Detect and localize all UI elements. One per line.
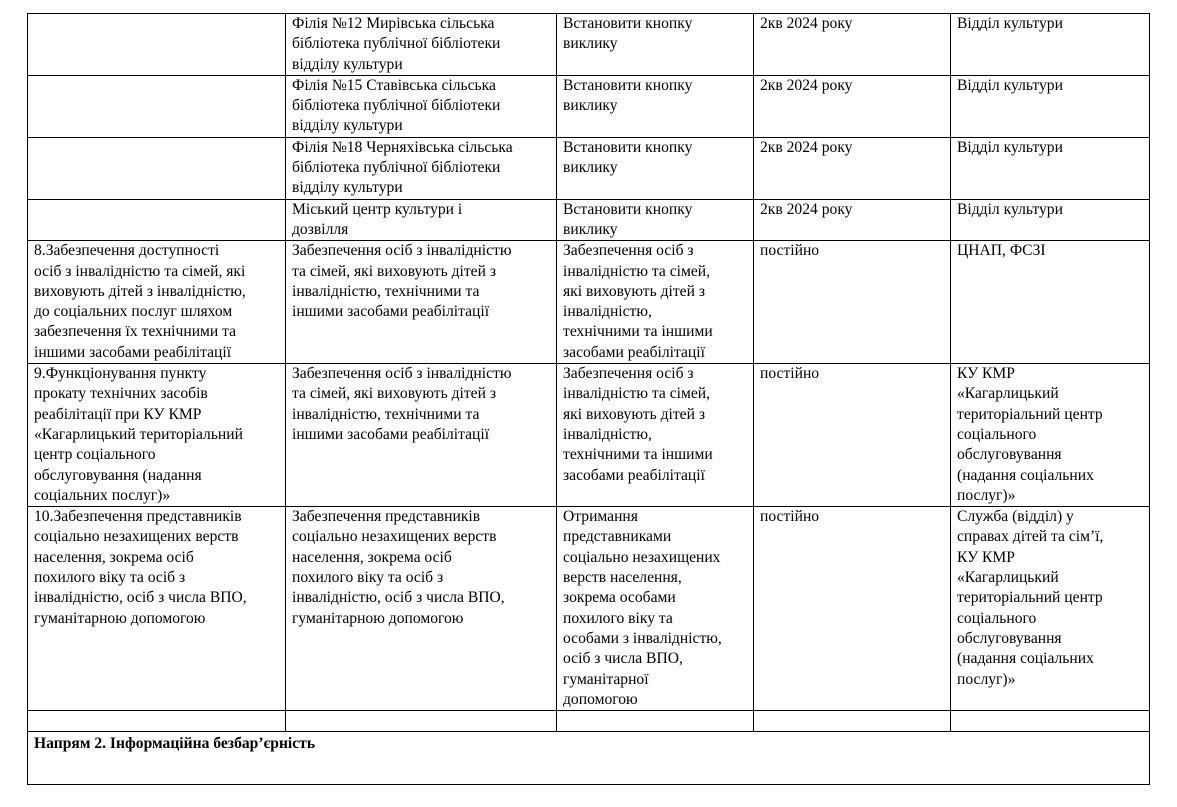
action-text: Філія №12 Мирівська сільська бібліотека публічної бібліотеки відділу культури [292, 15, 501, 73]
responsible-cell [951, 137, 1150, 199]
empty-cell [951, 711, 1150, 732]
table-row [28, 364, 1150, 507]
table-row [28, 199, 1150, 241]
term-cell [754, 507, 951, 711]
responsible-text: Відділ культури [957, 138, 1063, 156]
result-text: Встановити кнопку виклику [563, 76, 693, 115]
action-text: Міський центр культури і дозвілля [292, 200, 463, 238]
action-text: Забезпечення осіб з інвалідністю та сімей, які виховують дітей з інвалідністю, технічними та іншими засобами реабілітації [292, 365, 512, 443]
empty-cell [754, 711, 951, 732]
result-text: Встановити кнопку виклику [563, 200, 693, 238]
goal-text: 10.Забезпечення представників соціально незахищених верств населення, зокрема осіб похилого віку та осіб з інвалідністю, осіб з числа ВПО, гуманітарною допомогою [34, 508, 247, 627]
table-row [28, 75, 1150, 137]
responsible-cell [951, 75, 1150, 137]
term-text: постійно [760, 242, 820, 260]
action-cell [286, 241, 557, 364]
action-cell [286, 199, 557, 241]
empty-cell [286, 711, 557, 732]
action-cell [286, 14, 557, 76]
goal-cell [28, 241, 286, 364]
responsible-text: Відділ культури [957, 15, 1063, 32]
responsible-cell [951, 241, 1150, 364]
responsible-cell [951, 507, 1150, 711]
term-cell [754, 199, 951, 241]
action-text: Філія №15 Ставівська сільська бібліотека публічної бібліотеки відділу культури [292, 76, 501, 135]
responsible-text: Відділ культури [957, 200, 1063, 218]
result-cell [557, 75, 754, 137]
goal-cell [28, 364, 286, 507]
term-cell [754, 241, 951, 364]
term-cell [754, 14, 951, 76]
action-cell [286, 75, 557, 137]
action-text: Філія №18 Черняхівська сільська бібліотека публічної бібліотеки відділу культури [292, 138, 513, 197]
term-cell [754, 75, 951, 137]
responsible-cell [951, 14, 1150, 76]
section-row [28, 732, 1150, 785]
responsible-text: ЦНАП, ФСЗІ [957, 242, 1046, 260]
section-heading: Напрям 2. Інформаційна безбар’єрність [28, 732, 1150, 785]
term-text: 2кв 2024 року [760, 138, 853, 156]
action-cell [286, 364, 557, 507]
term-text: 2кв 2024 року [760, 200, 853, 218]
result-cell [557, 241, 754, 364]
term-text: постійно [760, 365, 820, 383]
result-text: Встановити кнопку виклику [563, 138, 693, 177]
goal-cell [28, 75, 286, 137]
responsible-text: Служба (відділ) у справах дітей та сім’ї, КУ КМР «Кагарлицький територіальний центр соціального обслуговування (надання соціальних послуг)» [957, 508, 1104, 688]
term-text: 2кв 2024 року [760, 76, 853, 94]
goal-text: 8.Забезпечення доступності осіб з інвалідністю та сімей, які виховують дітей з інвалідністю, до соціальних послуг шляхом забезпечення їх технічними та іншими засобами реабілітації [34, 242, 246, 361]
term-cell [754, 364, 951, 507]
result-text: Встановити кнопку виклику [563, 15, 693, 53]
result-text: Забезпечення осіб з інвалідністю та сімей, які виховують дітей з інвалідністю, технічними та іншими засобами реабілітації [563, 365, 713, 484]
goal-cell [28, 199, 286, 241]
goal-text: 9.Функціонування пункту прокату технічних засобів реабілітації при КУ КМР «Кагарлицький територіальний центр соціального обслуговування (надання соціальних послуг)» [34, 365, 243, 504]
empty-table-row [28, 711, 1150, 732]
goal-cell [28, 507, 286, 711]
empty-cell [28, 711, 286, 732]
action-plan-table [27, 13, 1150, 785]
action-cell [286, 507, 557, 711]
table-row [28, 137, 1150, 199]
result-cell [557, 14, 754, 76]
empty-cell [557, 711, 754, 732]
responsible-text: КУ КМР «Кагарлицький територіальний центр соціального обслуговування (надання соціальних послуг)» [957, 365, 1103, 504]
result-cell [557, 364, 754, 507]
term-cell [754, 137, 951, 199]
goal-cell [28, 137, 286, 199]
term-text: 2кв 2024 року [760, 15, 853, 32]
table-row [28, 14, 1150, 76]
action-cell [286, 137, 557, 199]
responsible-cell [951, 364, 1150, 507]
table-row [28, 507, 1150, 711]
responsible-text: Відділ культури [957, 76, 1063, 94]
result-cell [557, 199, 754, 241]
action-text: Забезпечення представників соціально незахищених верств населення, зокрема осіб похилого віку та осіб з інвалідністю, осіб з числа ВПО, гуманітарною допомогою [292, 508, 505, 627]
result-cell [557, 137, 754, 199]
result-cell [557, 507, 754, 711]
result-text: Отримання представниками соціально незахищених верств населення, зокрема особами похилого віку та особами з інвалідністю, осіб з числа ВПО, гуманітарної допомогою [563, 508, 722, 708]
responsible-cell [951, 199, 1150, 241]
result-text: Забезпечення осіб з інвалідністю та сімей, які виховують дітей з інвалідністю, технічними та іншими засобами реабілітації [563, 242, 713, 361]
action-text: Забезпечення осіб з інвалідністю та сімей, які виховують дітей з інвалідністю, технічними та іншими засобами реабілітації [292, 242, 512, 321]
table-row [28, 241, 1150, 364]
term-text: постійно [760, 508, 820, 526]
goal-cell [28, 14, 286, 76]
